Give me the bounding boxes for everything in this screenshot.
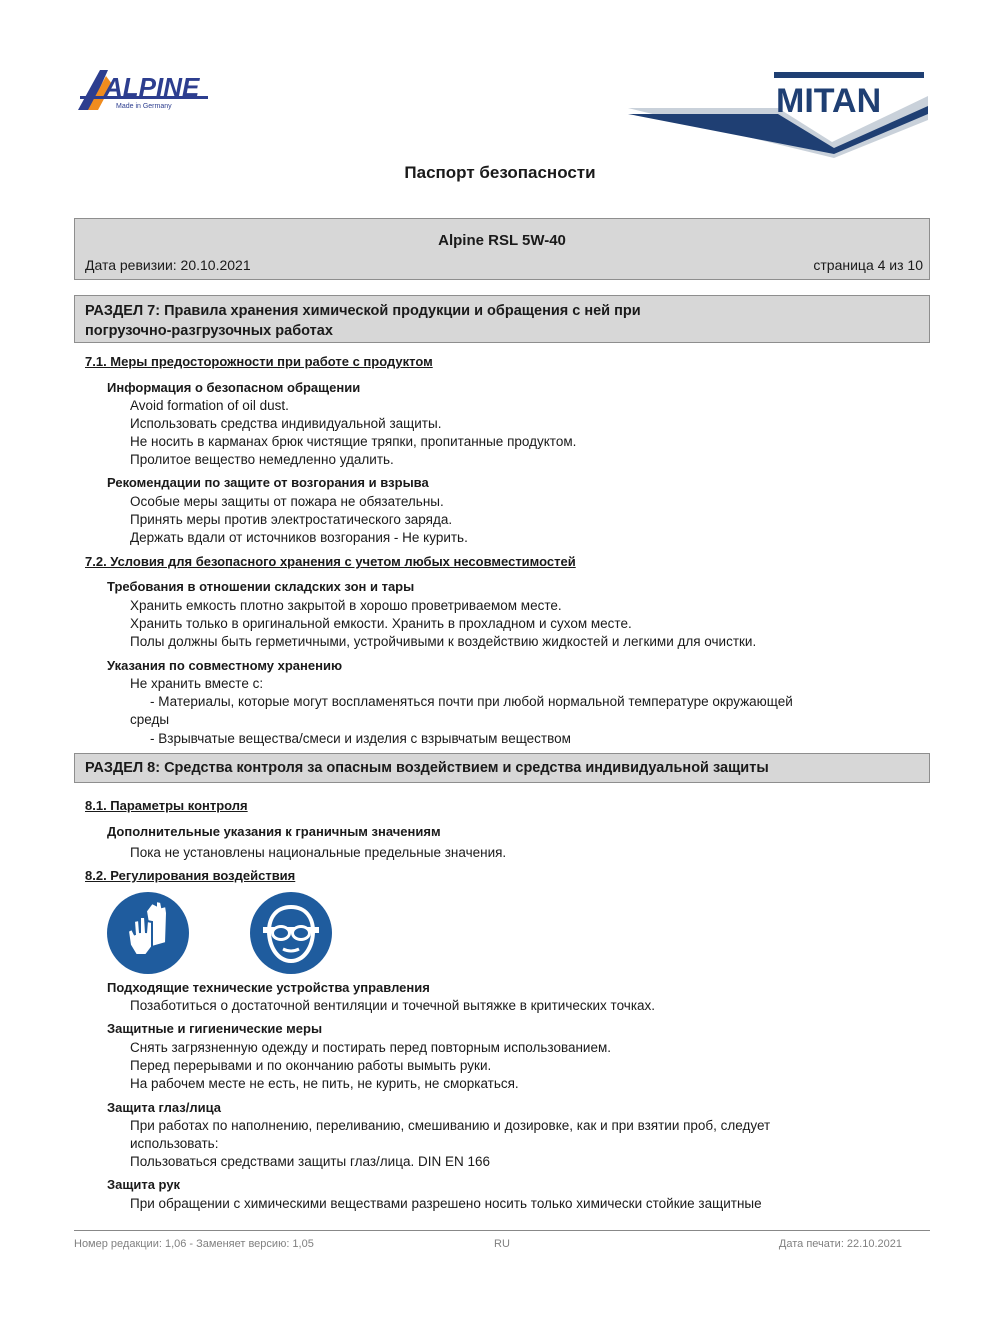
technical-controls-text: Позаботиться о достаточной вентиляции и точечной вытяжке в критических точках. — [130, 998, 656, 1013]
limit-values-heading: Дополнительные указания к граничным значениям — [107, 824, 441, 839]
fire-protection-heading: Рекомендации по защите от возгорания и взрыва — [107, 475, 429, 490]
limit-values-text: Пока не установлены национальные предельные значения. — [130, 845, 507, 860]
technical-controls-heading: Подходящие технические устройства управления — [107, 980, 430, 995]
footer-print-date: Дата печати: 22.10.2021 — [778, 1238, 902, 1250]
joint-storage-heading: Указания по совместному хранению — [107, 658, 343, 673]
mitan-logo — [628, 62, 932, 162]
storage-requirements-line: Хранить только в оригинальной емкости. Хранить в прохладном и сухом месте. — [130, 616, 632, 631]
safe-handling-line: Avoid formation of oil dust. — [130, 398, 289, 413]
hand-protection-heading: Защита рук — [107, 1177, 181, 1192]
footer-language: RU — [494, 1238, 510, 1250]
joint-storage-intro: Не хранить вместе с: — [130, 676, 264, 691]
section-8-title: РАЗДЕЛ 8: Средства контроля за опасным воздействием и средства индивидуальной защиты — [85, 760, 769, 776]
eye-protection-line: Пользоваться средствами защиты глаз/лица. DIN EN 166 — [130, 1154, 490, 1169]
eye-protection-line: использовать: — [130, 1136, 219, 1151]
storage-requirements-line: Хранить емкость плотно закрытой в хорошо проветриваемом месте. — [130, 598, 562, 613]
fire-protection-line: Особые меры защиты от пожара не обязательны. — [130, 494, 444, 509]
joint-storage-item: - Материалы, которые могут воспламеняться почти при любой нормальной температуре окружающей — [150, 694, 793, 709]
alpine-logo — [76, 62, 216, 116]
hygiene-measures-line: Снять загрязненную одежду и постирать перед повторным использованием. — [130, 1040, 612, 1055]
footer-divider — [74, 1230, 930, 1231]
safe-handling-line: Не носить в карманах брюк чистящие тряпки, пропитанные продуктом. — [130, 434, 577, 449]
section-7-header — [74, 295, 930, 343]
mitan-logo-text: MITAN — [776, 82, 882, 120]
alpine-logo-text: ALPINE — [104, 72, 200, 102]
subsection-8-1-title: 8.1. Параметры контроля — [85, 798, 248, 813]
alpine-logo-subtitle: Made in Germany — [116, 103, 172, 110]
section-8-header — [74, 753, 930, 783]
eye-protection-icon — [249, 891, 333, 975]
subsection-7-2-title: 7.2. Условия для безопасного хранения с учетом любых несовместимостей — [85, 554, 576, 569]
fire-protection-line: Держать вдали от источников возгорания - Не курить. — [130, 530, 468, 545]
page-number: страница 4 из 10 — [813, 257, 923, 273]
storage-requirements-heading: Требования в отношении складских зон и тары — [107, 579, 415, 594]
joint-storage-item-cont: среды — [130, 712, 170, 727]
hygiene-measures-line: Перед перерывами и по окончанию работы вымыть руки. — [130, 1058, 492, 1073]
section-7-title-line1: РАЗДЕЛ 7: Правила хранения химической продукции и обращения с ней при — [85, 303, 641, 319]
storage-requirements-line: Полы должны быть герметичными, устройчивыми к воздействию жидкостей и легкими для очистки. — [130, 634, 757, 649]
gloves-icon — [106, 891, 190, 975]
hand-protection-text: При обращении с химическими веществами разрешено носить только химически стойкие защитные — [130, 1196, 762, 1211]
eye-protection-line: При работах по наполнению, переливанию, смешиванию и дозировке, как и при взятии проб, следует — [130, 1118, 771, 1133]
safe-handling-heading: Информация о безопасном обращении — [107, 380, 361, 395]
safe-handling-line: Пролитое вещество немедленно удалить. — [130, 452, 394, 467]
safe-handling-line: Использовать средства индивидуальной защиты. — [130, 416, 442, 431]
eye-protection-heading: Защита глаз/лица — [107, 1100, 221, 1115]
hygiene-measures-line: На рабочем месте не есть, не пить, не курить, не сморкаться. — [130, 1076, 519, 1091]
document-title: Паспорт безопасности — [404, 163, 596, 182]
revision-date: Дата ревизии: 20.10.2021 — [85, 257, 251, 273]
subsection-7-1-title: 7.1. Меры предосторожности при работе с продуктом — [85, 354, 433, 369]
footer-edition: Номер редакции: 1,06 - Заменяет версию: 1,05 — [74, 1238, 314, 1250]
section-7-title-line2: погрузочно-разгрузочных работах — [85, 323, 333, 339]
fire-protection-line: Принять меры против электростатического заряда. — [130, 512, 453, 527]
joint-storage-item: - Взрывчатые вещества/смеси и изделия с взрывчатым веществом — [150, 731, 571, 746]
hygiene-measures-heading: Защитные и гигиенические меры — [107, 1021, 323, 1036]
product-name: Alpine RSL 5W-40 — [438, 232, 566, 249]
product-header — [74, 218, 930, 280]
subsection-8-2-title: 8.2. Регулирования воздействия — [85, 868, 296, 883]
